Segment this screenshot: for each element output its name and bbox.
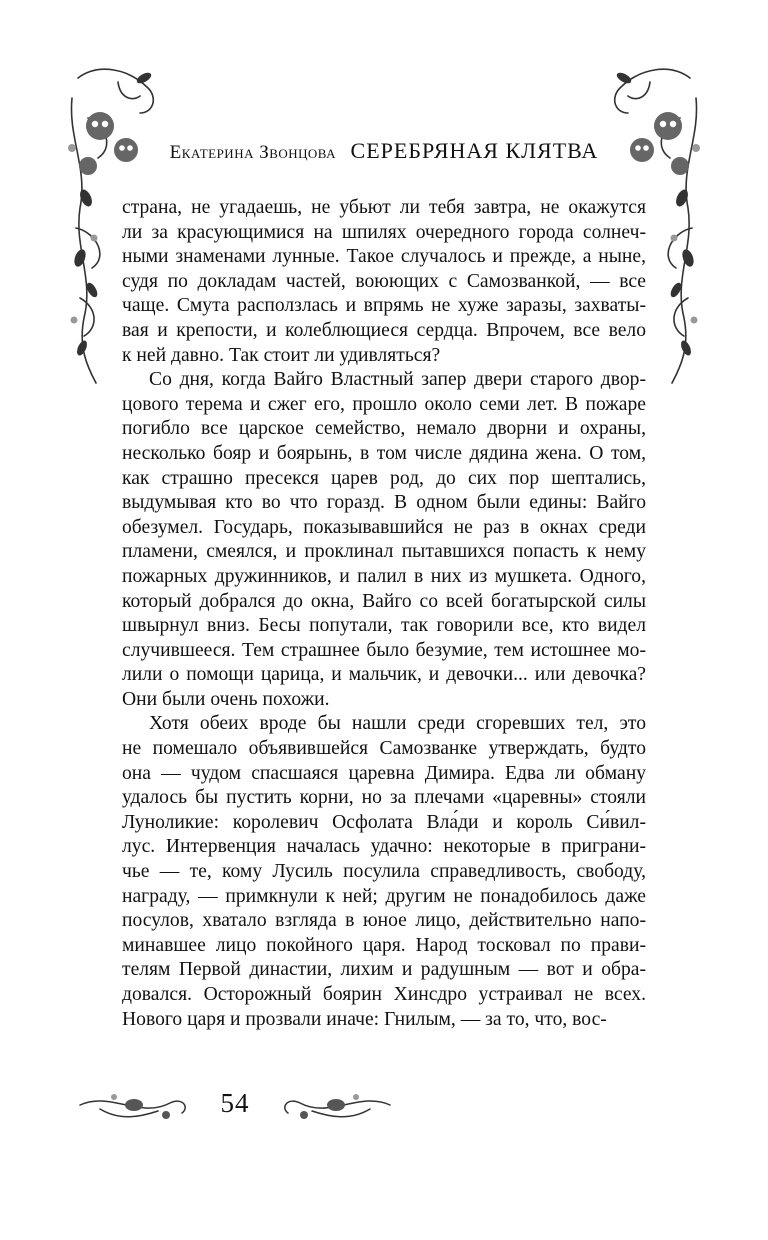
- text-line: лус. Интервенция началась удачно: некоторые в приграни-: [122, 836, 646, 858]
- text-line: награду, — примкнули к ней; другим не понадобилось даже: [122, 885, 646, 907]
- text-line: швырнул вниз. Бесы попутали, так говорили все, кто видел: [122, 615, 646, 637]
- text-line: лили о помощи царица, и мальчик, и девочки... или девочка?: [122, 664, 646, 686]
- text-line: пламени, смеялся, и проклинал пытавшихся попасть к нему: [122, 541, 646, 563]
- text-line: Хотя обеих вроде бы нашли среди сгоревших тел, это: [149, 713, 646, 735]
- page-number: 54: [220, 1088, 250, 1118]
- text-line: погибло все царское семейство, немало дворни и охраны,: [122, 418, 646, 440]
- text-line: чаще. Смута расползлась и впрямь не хуже заразы, захваты-: [122, 295, 646, 317]
- text-line: вая и крепости, и колеблющиеся сердца. Впрочем, все вело: [122, 319, 646, 341]
- text-line: чье — те, кому Лусиль посулила справедливость, свободу,: [122, 861, 646, 883]
- book-title: СЕРЕБРЯНАЯ КЛЯТВА: [350, 138, 599, 163]
- text-line: не помешало объявившейся Самозванке утверждать, будто: [122, 738, 646, 760]
- text-line: удалось бы пустить корни, но за плечами «царевны» стояли: [122, 787, 646, 809]
- text-line: телям Первой династии, лихим и радушным — вот и обра-: [122, 959, 646, 981]
- text-line: выдумывая кто во что горазд. В одном были едины: Вайго: [122, 492, 646, 514]
- text-line: который добрался до окна, Вайго со всей богатырской силы: [122, 590, 646, 612]
- text-line: Со дня, когда Вайго Властный запер двери старого двор-: [149, 369, 646, 391]
- text-line: случившееся. Тем страшнее было безумие, тем истошнее мо-: [122, 639, 646, 661]
- text-line: обезумел. Государь, показывавшийся не раз в окнах среди: [122, 516, 646, 538]
- text-line: посулов, хватало взгляда в юное лицо, действительно напо-: [122, 910, 646, 932]
- text-line: страна, не угадаешь, не убьют ли тебя завтра, не окажутся: [122, 197, 646, 218]
- body-text: [122, 196, 646, 1032]
- text-line: цового терема и сжег его, прошло около семи лет. В пожаре: [122, 393, 646, 415]
- text-line: минавшее лицо покойного царя. Народ тосковал по прави-: [122, 934, 646, 956]
- text-line: она — чудом спасшаяся царевна Димира. Едва ли обману: [122, 762, 646, 784]
- text-line: Они были очень похожи.: [122, 688, 330, 710]
- text-line: несколько бояр и боярынь, в том числе дядина жена. О том,: [122, 442, 646, 464]
- text-line: довался. Осторожный боярин Хинсдро устраивал не всех.: [122, 984, 646, 1005]
- text-line: Нового царя и прозвали иначе: Гнилым, — за то, что, вос-: [122, 1008, 607, 1030]
- text-line: ными знаменами лунные. Такое случалось и прежде, а ныне,: [122, 246, 646, 268]
- running-head: [0, 138, 768, 164]
- text-line: ли за красующимися на шпилях очередного города солнеч-: [122, 221, 646, 243]
- text-line: как страшно пресекся царев род, до сих пор шептались,: [122, 467, 646, 489]
- author-name: Екатерина Звонцова: [169, 142, 337, 163]
- text-line: Луноликие: королевич Осфолата Вла́ди и король Си́вил-: [122, 811, 646, 833]
- text-line: к ней давно. Так стоит ли удивляться?: [122, 344, 441, 366]
- text-line: судя по докладам частей, воюющих с Самозванкой, — все: [122, 270, 646, 292]
- text-line: пожарных дружинников, и палил в них из мушкета. Одного,: [122, 565, 646, 587]
